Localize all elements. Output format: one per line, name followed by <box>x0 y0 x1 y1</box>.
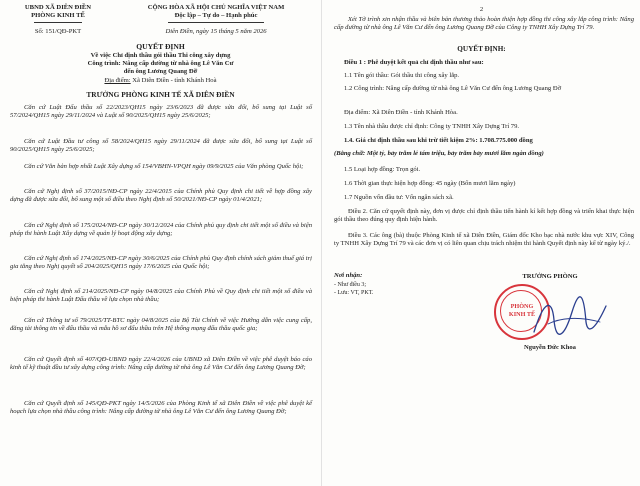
item-1-4: 1.4. Giá chỉ định thầu sau khi trừ tiết kiệm 2%: 1.708.775.000 đồng <box>344 137 533 144</box>
header-rule-right <box>168 22 264 23</box>
basis-6: Căn cứ Nghị định số 174/2025/NĐ-CP ngày 30/6/2025 của Chính phủ Quy định chính sách giảm thuế giá trị gia tăng theo Nghị quyết số 204/2025/QH15 ngày 17/6/2025 của Quốc hội; <box>10 255 312 271</box>
recipient-1: - Như điều 3; <box>334 282 367 288</box>
location-label: Địa điểm: <box>104 77 131 84</box>
issuing-department: PHÒNG KINH TẾ <box>31 12 85 19</box>
basis-8: Căn cứ Thông tư số 79/2025/TT-BTC ngày 04/8/2025 của Bộ Tài Chính về việc Hướng dẫn việc cung cấp, đăng tải thông tin về đấu thầu và mẫu hồ sơ đấu thầu trên Hệ thống mạng đấu thầu quốc gia; <box>10 317 312 333</box>
recipient-2: - Lưu: VT, PKT. <box>334 290 374 296</box>
page-2 <box>321 0 640 486</box>
item-1-4-in-words: (Bằng chữ: Một tỷ, bảy trăm lẻ tám triệu, bảy trăm bảy mươi lăm ngàn đồng) <box>334 150 544 157</box>
consideration: Xét Tờ trình xin nhận thầu và biên bản thương thảo hoàn thiện hợp đồng thi công xây lắp công trình: Nâng cấp đường từ nhà ông Lê Văn Cư đến ông Lương Quang Đỡ của Công ty TNHH Xây Dựng Trí 79. <box>334 16 634 32</box>
document-title: QUYẾT ĐỊNH <box>136 42 185 51</box>
page-number: 2 <box>479 6 484 13</box>
issuing-authority: UBND XÃ DIÊN ĐIỀN <box>24 4 92 11</box>
signature <box>530 292 610 344</box>
item-1-2: 1.2 Công trình: Nâng cấp đường từ nhà ông Lê Văn Cư đến ông Lương Quang Đỡ <box>344 85 562 92</box>
recipients-label: Nơi nhận: <box>334 272 363 279</box>
place-date: Diên Điền, ngày 15 tháng 5 năm 2026 <box>165 28 267 35</box>
item-1-2-location: Địa điểm: Xã Diên Điền - tỉnh Khánh Hòa. <box>344 109 458 116</box>
national-motto: Độc lập – Tự do – Hạnh phúc <box>174 12 258 19</box>
signer-name: Nguyễn Đức Khoa <box>524 344 576 351</box>
article-2: Điều 2. Căn cứ quyết định này, đơn vị được chỉ định thầu tiến hành kí kết hợp đồng và triển khai thực hiện gói thầu theo đúng quy định hiện hành. <box>334 208 634 224</box>
national-title: CỘNG HÒA XÃ HỘI CHỦ NGHĨA VIỆT NAM <box>147 4 285 11</box>
basis-3: Căn cứ Văn bản hợp nhất Luật Xây dựng số 154/VBHN-VPQH ngày 09/9/2025 của Văn phòng Quốc hội; <box>24 163 304 170</box>
document-number: Số: 151/QĐ-PKT <box>34 28 82 35</box>
item-1-1: 1.1 Tên gói thầu: Gói thầu thi công xây lắp. <box>344 72 460 79</box>
item-1-5: 1.5 Loại hợp đồng: Trọn gói. <box>344 166 421 173</box>
item-1-6: 1.6 Thời gian thực hiện hợp đồng: 45 ngày (Bốn mươi lăm ngày) <box>344 180 516 187</box>
article-3: Điều 3. Các ông (bà) thuộc Phòng Kinh tế xã Diên Điền, Giám đốc Kho bạc nhà nước khu vực XIV, Công ty TNHH Xây Dựng Trí 79 và các đơn vị có liên quan chịu trách nhiệm thi hành Quyết định này kể từ ngày ký./. <box>334 232 634 248</box>
basis-10: Căn cứ Quyết định số 145/QĐ-PKT ngày 14/5/2026 của Phòng Kinh tế xã Diên Điền về việc phê duyệt kế hoạch lựa chọn nhà thầu công trình: Nâng cấp đường từ nhà ông Lê Văn Cư đến ông Lương Quang Đỡ; <box>10 400 312 416</box>
basis-9: Căn cứ Quyết định số 407/QĐ-UBND ngày 22/4/2026 của UBND xã Diên Điền về việc phê duyệt báo cáo kinh tế kỹ thuật đầu tư xây dựng công trình: Nâng cấp đường từ nhà ông Lê Văn Cư đến ông Lương Quang Đỡ; <box>10 356 312 372</box>
seal-text-line-1: PHÒNG <box>510 303 534 310</box>
subject-line-1: Về việc Chỉ định thầu gói thầu Thi công xây dựng <box>90 52 231 59</box>
basis-7: Căn cứ Nghị định số 214/2025/NĐ-CP ngày 04/8/2025 của Chính Phủ về Quy định chi tiết một số điều và biện pháp thi hành Luật Đấu thầu về lựa chọn nhà thầu; <box>10 288 312 304</box>
basis-1: Căn cứ Luật Đấu thầu số 22/2023/QH15 ngày 23/6/2023 đã được sửa đổi, bổ sung tại Luật số 57/2024/QH15 ngày 29/11/2024 và Luật số 90/2025/QH15 ngày 25/6/2025; <box>10 104 312 120</box>
seal-text-line-2: KINH TẾ <box>508 311 536 318</box>
location-line <box>0 77 321 85</box>
basis-4: Căn cứ Nghị định số 37/2015/NĐ-CP ngày 22/4/2015 của Chính phủ Quy định chi tiết về hợp đồng xây dựng đã được sửa đổi, bổ sung một số điều theo Nghị định số 50/2021/NĐ-CP ngày 01/4/2021; <box>10 188 312 204</box>
subject-line-3: đến ông Lương Quang Đỡ <box>123 68 198 75</box>
header-rule-left <box>34 22 82 23</box>
basis-5: Căn cứ Nghị định số 175/2024/NĐ-CP ngày 30/12/2024 của Chính phủ quy định chi tiết một số điều và biện pháp thi hành Luật Xây dựng về quản lý hoạt động xây dựng; <box>10 222 312 238</box>
decision-heading: QUYẾT ĐỊNH: <box>457 45 506 53</box>
item-1-7: 1.7 Nguồn vốn đầu tư: Vốn ngân sách xã. <box>344 194 454 201</box>
location-value: Xã Diên Điền - tỉnh Khánh Hoà <box>132 77 217 84</box>
article-1: Điều 1 : Phê duyệt kết quả chỉ định thầu như sau: <box>344 59 484 66</box>
item-1-3: 1.3 Tên nhà thầu được chỉ định: Công ty TNHH Xây Dựng Trí 79. <box>344 123 520 130</box>
subject-line-2: Công trình: Nâng cấp đường từ nhà ông Lê Văn Cư <box>87 60 234 67</box>
signer-title: TRƯỞNG PHÒNG <box>522 273 578 280</box>
authority-heading: TRƯỞNG PHÒNG KINH TẾ XÃ DIÊN ĐIỀN <box>86 90 235 99</box>
basis-2: Căn cứ Luật Đầu tư công số 58/2024/QH15 ngày 29/11/2024 đã được sửa đổi, bổ sung tại Luật số 90/2025/QH15 ngày 25/6/2025; <box>10 138 312 154</box>
